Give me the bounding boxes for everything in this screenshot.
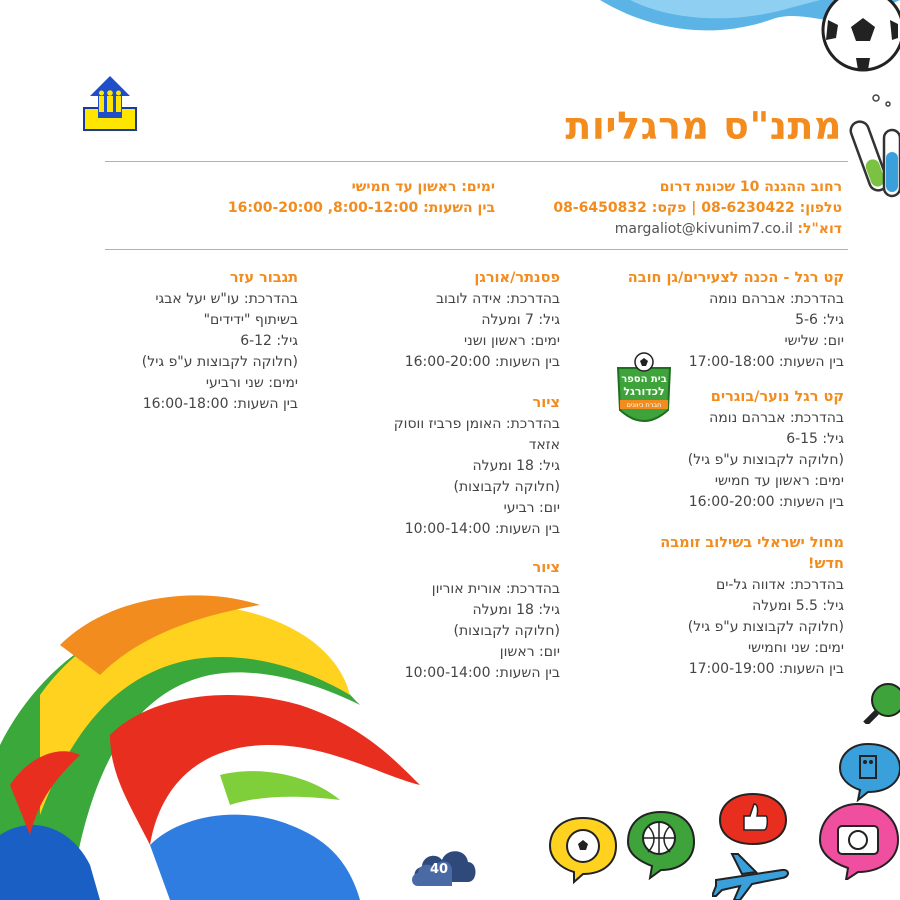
activity-line: גיל: 6-15 (786, 431, 844, 447)
hours: בין השעות: 8:00-12:00, 16:00-20:00 (227, 200, 495, 216)
column-left (98, 268, 298, 429)
activity-line: בהדרכת: אדווה גל-ים (716, 577, 844, 593)
opening-hours (195, 177, 495, 219)
activity-line: ימים: שני וחמישי (748, 640, 844, 656)
email-label: דוא"ל: (797, 221, 842, 237)
test-tubes-icon (846, 90, 900, 200)
activity-line: (חלוקה לקבוצות) (453, 479, 560, 495)
activity-line: בהדרכת: אברהם נומה (709, 410, 844, 426)
page-number: 40 (430, 862, 449, 877)
activity-line: בשיתוף "ידידים" (203, 312, 298, 328)
activity-title: תגבור עזר (229, 270, 298, 286)
soccer-ball-bubble-icon (548, 812, 618, 884)
basketball-bubble-icon (626, 808, 696, 880)
activity-line: (חלוקה לקבוצות ע"פ גיל) (687, 619, 844, 635)
activity-line: גיל: 6-12 (240, 333, 298, 349)
activity-title: ציור (532, 395, 560, 411)
activity-block (98, 268, 298, 415)
activity-line: בהדרכת: עו"ש יעל אבגי (155, 291, 298, 307)
activity-line: בין השעות: 10:00-14:00 (404, 665, 560, 681)
activity-line: (חלוקה לקבוצות ע"פ גיל) (687, 452, 844, 468)
activity-line: יום: שלישי (784, 333, 844, 349)
activity-line: גיל: 7 ומעלה (481, 312, 560, 328)
activity-line: בהדרכת: האומן פרביז ווסוק אזאד (393, 416, 560, 453)
activity-line: בין השעות: 10:00-14:00 (404, 521, 560, 537)
email-link[interactable]: margaliot@kivunim7.co.il (614, 221, 793, 237)
activity-line: (חלוקה לקבוצות) (453, 623, 560, 639)
organization-logo (82, 74, 138, 132)
activity-line: גיל: 18 ומעלה (472, 602, 560, 618)
activity-line: יום: ראשון (499, 644, 560, 660)
activity-line: ימים: שני ורביעי (205, 375, 298, 391)
soccer-ball-icon (818, 0, 900, 78)
activity-title: קט רגל - הכנה לצעירים/גן חובה (627, 270, 844, 286)
ping-pong-icon (862, 680, 900, 724)
activity-line: גיל: 5.5 ומעלה (752, 598, 844, 614)
football-school-badge (612, 352, 676, 432)
activity-title: מחול ישראלי בשילוב זומבה חדש! (660, 535, 844, 572)
contact-divider (105, 249, 848, 250)
activity-line: בין השעות: 16:00-18:00 (142, 396, 298, 412)
activity-line: ימים: ראשון עד חמישי (714, 473, 844, 489)
activity-line: בין השעות: 17:00-19:00 (688, 661, 844, 677)
activity-line: בהדרכת: אורית אוריון (431, 581, 560, 597)
activity-line: (חלוקה לקבוצות ע"פ גיל) (141, 354, 298, 370)
paint-swirl-illustration (0, 585, 470, 900)
badge-line1: בית הספר (621, 374, 667, 385)
activity-line: גיל: 5-6 (795, 312, 844, 328)
activity-line: בין השעות: 16:00-20:00 (404, 354, 560, 370)
activity-title: פסנתר/אורגן (474, 270, 560, 286)
phone-fax: טלפון: 08-6230422 | פקס: 08-6450832 (553, 200, 842, 216)
activity-block (604, 533, 844, 680)
page-title: מתנ"ס מרגליות (565, 104, 842, 148)
header-divider (105, 161, 848, 162)
activity-line: בין השעות: 17:00-18:00 (688, 354, 844, 370)
activity-line: גיל: 18 ומעלה (472, 458, 560, 474)
activity-line: ימים: ראשון ושני (464, 333, 560, 349)
activity-line: בהדרכת: אברהם נומה (709, 291, 844, 307)
contact-info (462, 177, 842, 240)
activity-title: ציור (532, 560, 560, 576)
camera-bubble-icon (818, 800, 900, 880)
days: ימים: ראשון עד חמישי (351, 179, 495, 195)
airplane-icon (712, 850, 792, 900)
badge-line2: לכדורגל (623, 385, 665, 398)
thumbs-up-bubble-icon (718, 790, 788, 850)
activity-block (320, 393, 560, 540)
column-right (604, 268, 844, 694)
activity-block (320, 268, 560, 373)
activity-line: בהדרכת: אידה לובוב (435, 291, 560, 307)
activity-line: בין השעות: 16:00-20:00 (688, 494, 844, 510)
address: רחוב ההגנה 10 שכונת דרום (659, 179, 842, 195)
robot-speech-bubble-icon (838, 740, 900, 802)
activity-title: קט רגל נוער/בוגרים (710, 389, 844, 405)
activity-line: יום: רביעי (503, 500, 560, 516)
badge-line3: חברת כיוונים (626, 401, 662, 409)
